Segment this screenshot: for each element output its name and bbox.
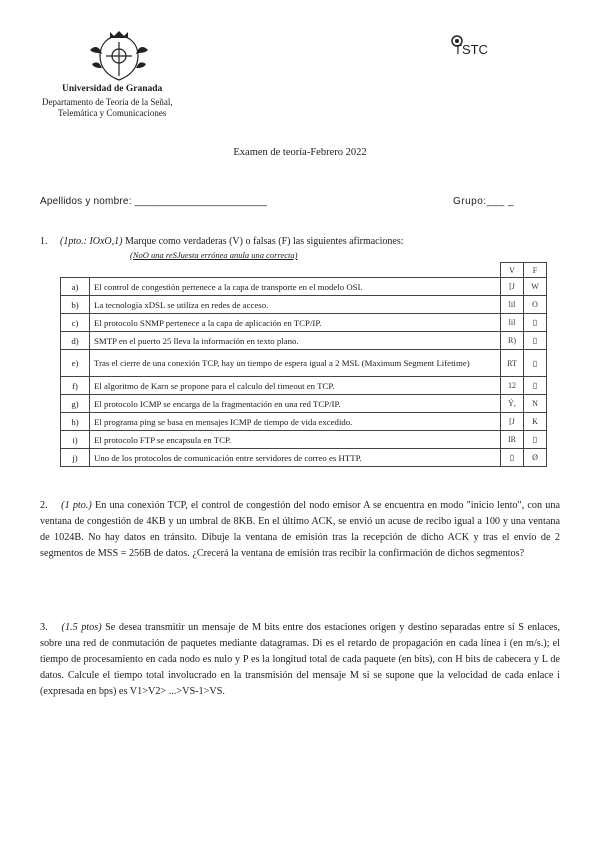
true-checkbox[interactable]: lil [501, 296, 524, 314]
question-3-points: (1.5 ptos) [61, 622, 102, 633]
true-checkbox[interactable]: [J [501, 278, 524, 296]
true-checkbox[interactable]: ▯ [501, 449, 524, 467]
question-3-text: Se desea transmitir un mensaje de M bits entre dos estaciones origen y destino separadas entre sí S enlaces, sobre una red de conmutación de paquetes mediante datagramas. Di es el retardo de propagación en cada línea i (en m/s.); el tiempo de procesamiento en cada nodo es nulo y P es la longitud total de cada paquete (en bits), con H bits de cabecera y L de datos. Calcule el tiempo total involucrado en la transmisión del mensaje M si se supone que la velocidad de cada enlace i (expresada en bps) es V1>V2> ...>VS-1>VS. [40, 622, 561, 697]
tstc-logo-text: TSTC [454, 42, 488, 57]
question-1-points: (1pto.: IOxO,1) [60, 236, 123, 247]
exam-title: Examen de teoría-Febrero 2022 [233, 147, 367, 158]
true-checkbox[interactable]: R) [501, 332, 524, 350]
false-checkbox[interactable]: O [524, 296, 547, 314]
false-checkbox[interactable]: Ø [524, 449, 547, 467]
table-row: d) SMTP en el puerto 25 lleva la información en texto plano. R) ▯ [61, 332, 547, 350]
table-row: h) El programa ping se basa en mensajes ICMP de tiempo de vida excedido. [J K [61, 413, 547, 431]
column-f-header: F [524, 263, 547, 278]
question-2-number: 2. [40, 500, 48, 511]
statement-text: SMTP en el puerto 25 lleva la información en texto plano. [90, 332, 501, 350]
table-row: f) El algoritmo de Karn se propone para el calculo del timeout en TCP. 12 ▯ [61, 377, 547, 395]
false-checkbox[interactable]: N [524, 395, 547, 413]
question-2 [40, 498, 560, 562]
false-checkbox[interactable]: ▯ [524, 377, 547, 395]
university-crest-icon [88, 30, 150, 84]
false-checkbox[interactable]: ▯ [524, 314, 547, 332]
table-row: g) El protocolo ICMP se encarga de la fragmentación en una red TCP/IP. Ý, N [61, 395, 547, 413]
statement-text: El protocolo ICMP se encarga de la fragmentación en una red TCP/IP. [90, 395, 501, 413]
true-checkbox[interactable]: IR [501, 431, 524, 449]
table-row: e) Tras el cierre de una conexión TCP, hay un tiempo de espera igual a 2 MSL (Maximum Segment Lifetime) RT ▯ [61, 350, 547, 377]
department-line-1: Departamento de Teoría de la Señal, [42, 97, 173, 107]
true-checkbox[interactable]: [J [501, 413, 524, 431]
department-line-2: Telemática y Comunicaciones [58, 108, 167, 118]
false-checkbox[interactable]: ▯ [524, 350, 547, 377]
university-name: Universidad de Granada [62, 84, 163, 94]
true-checkbox[interactable]: lil [501, 314, 524, 332]
question-1-text: Marque como verdaderas (V) o falsas (F) las siguientes afirmaciones: [124, 236, 404, 247]
statement-text: El programa ping se basa en mensajes ICMP de tiempo de vida excedido. [90, 413, 501, 431]
statement-text: El protocolo SNMP pertenece a la capa de aplicación en TCP/IP. [90, 314, 501, 332]
tstc-logo-icon [448, 32, 506, 58]
name-field: Apellidos y nombre: _______________________ [40, 196, 268, 207]
group-field: Grupo:___ _ [453, 196, 515, 207]
table-row: j) Uno de los protocolos de comunicación entre servidores de correo es HTTP. ▯ Ø [61, 449, 547, 467]
statement-text: La tecnología xDSL se utiliza en redes de acceso. [90, 296, 501, 314]
false-checkbox[interactable]: ▯ [524, 431, 547, 449]
statement-text: El control de congestión pertenece a la capa de transporte en el modelo OSI. [90, 278, 501, 296]
table-row: b) La tecnología xDSL se utiliza en redes de acceso. lil O [61, 296, 547, 314]
table-header-row [61, 263, 547, 278]
false-checkbox[interactable]: ▯ [524, 332, 547, 350]
question-3-number: 3. [40, 622, 48, 633]
false-checkbox[interactable]: W [524, 278, 547, 296]
false-checkbox[interactable]: K [524, 413, 547, 431]
question-3 [40, 620, 560, 700]
statement-text: El protocolo FTP se encapsula en TCP. [90, 431, 501, 449]
true-false-table [60, 262, 547, 467]
true-checkbox[interactable]: Ý, [501, 395, 524, 413]
question-2-points: (1 pto.) [61, 500, 92, 511]
question-1-statement [40, 236, 404, 247]
true-checkbox[interactable]: 12 [501, 377, 524, 395]
table-row: i) El protocolo FTP se encapsula en TCP. IR ▯ [61, 431, 547, 449]
statement-text: El algoritmo de Karn se propone para el calculo del timeout en TCP. [90, 377, 501, 395]
question-1-note: (NoO una reSJuesta errónea anula una correcta) [130, 250, 298, 260]
table-row: a) El control de congestión pertenece a la capa de transporte en el modelo OSI. [J W [61, 278, 547, 296]
true-checkbox[interactable]: RT [501, 350, 524, 377]
statement-text: Tras el cierre de una conexión TCP, hay un tiempo de espera igual a 2 MSL (Maximum Segment Lifetime) [90, 350, 501, 377]
question-2-text: En una conexión TCP, el control de congestión del nodo emisor A se encuentra en modo "inicio lento", con una ventana de congestión de 4KB y un umbral de 8KB. En el último ACK, se envió un acuse de recibo igual a 100 y una ventana de 1024B. No hay datos en tránsito. Dibuje la ventana de emisión tras la recepción de dicho ACK y tras el envío de 2 segmentos de MSS = 256B de datos. ¿Crecerá la ventana de emisión tras recibir la confirmación de dichos segmentos? [40, 500, 560, 559]
table-row: c) El protocolo SNMP pertenece a la capa de aplicación en TCP/IP. lil ▯ [61, 314, 547, 332]
statement-text: Uno de los protocolos de comunicación entre servidores de correo es HTTP. [90, 449, 501, 467]
column-v-header: V [501, 263, 524, 278]
question-1-number: 1. [40, 236, 48, 247]
